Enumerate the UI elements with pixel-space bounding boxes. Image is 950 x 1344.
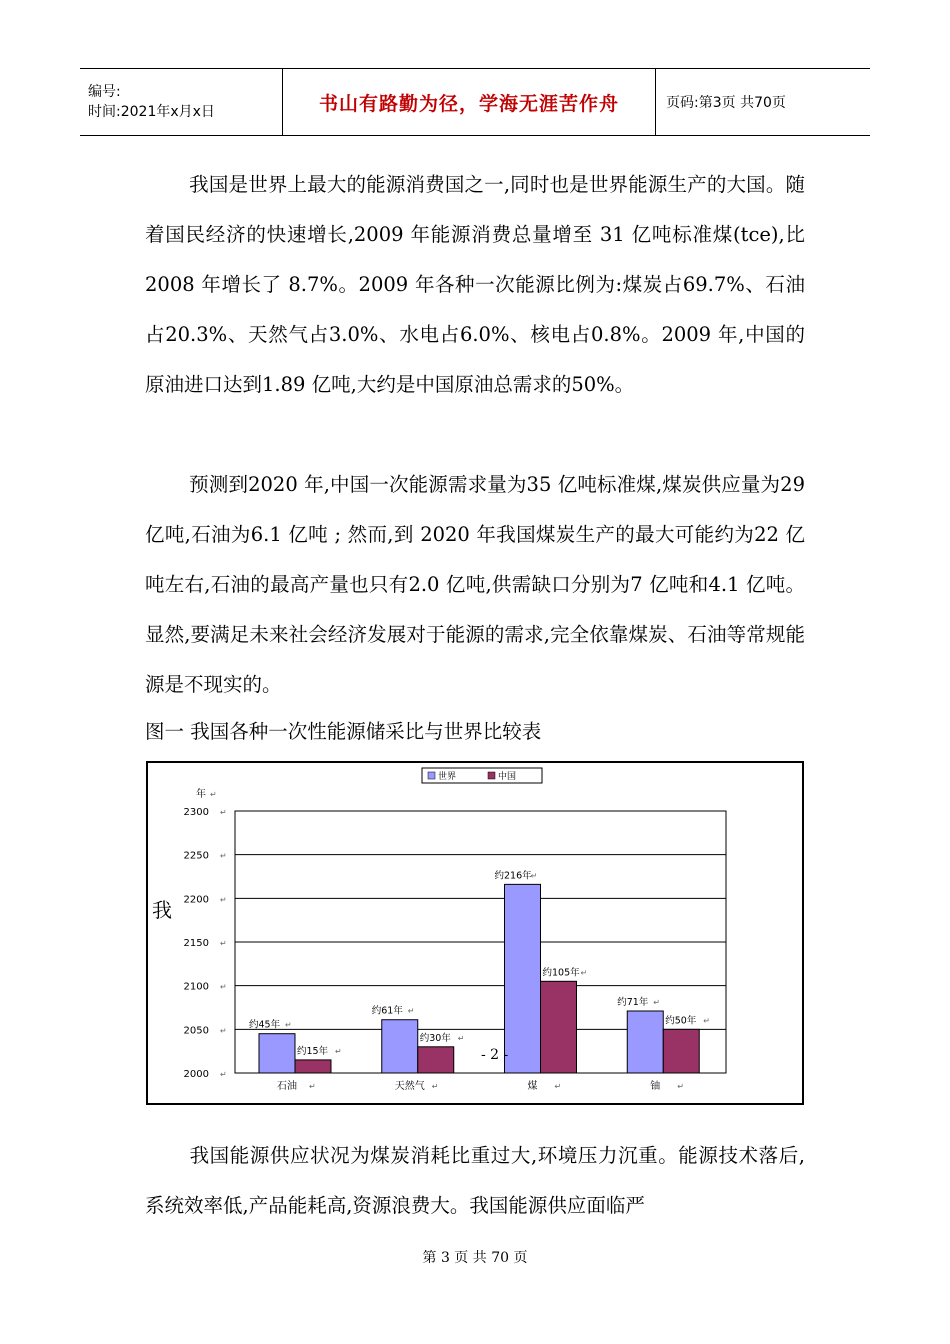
y-tick-label: 2000	[183, 1069, 209, 1080]
x-tick-label: 石油	[277, 1081, 297, 1092]
header-left-cell	[80, 69, 283, 135]
y-tick-mark: ↵	[220, 939, 227, 948]
data-label-mark: ↵	[285, 1020, 292, 1030]
legend-swatch	[428, 772, 435, 779]
x-tick-mark: ↵	[677, 1082, 684, 1091]
x-tick-mark: ↵	[554, 1082, 562, 1091]
legend-swatch	[488, 772, 495, 779]
y-tick-mark: ↵	[220, 1026, 227, 1036]
time-label: 时间:2021年x月x日	[88, 104, 215, 120]
y-axis-label-mark: ↵	[210, 790, 217, 799]
x-tick-mark: ↵	[309, 1082, 316, 1091]
data-label: 约50年	[665, 1015, 697, 1027]
data-label: 约45年	[249, 1019, 281, 1031]
data-label: 约61年	[371, 1005, 403, 1017]
y-tick-label: 2200	[183, 894, 209, 906]
paragraph-3	[145, 1131, 805, 1231]
data-label-mark: ↵	[407, 1006, 415, 1016]
figure-caption: 图一 我国各种一次性能源储采比与世界比较表	[145, 720, 542, 743]
y-tick-mark: ↵	[220, 808, 227, 817]
bar	[259, 1034, 295, 1073]
paragraph-1	[145, 160, 805, 410]
paragraph-2-text: 预测到2020 年,中国一次能源需求量为35 亿吨标准煤,煤炭供应量为29 亿吨,石油为6.1 亿吨 ; 然而,到 2020 年我国煤炭生产的最大可能约为22 亿吨左右,石油的最高产量也只有2.0 亿吨,供需缺口分别为7 亿吨和4.1 亿吨。显然,要满足未来社会经济发展对于能源的需求,完全依靠煤炭、石油等常规能源是不现实的。	[145, 473, 805, 696]
data-label: 约71年	[617, 996, 649, 1008]
side-character: 我	[152, 898, 172, 922]
x-tick-label: 天然气	[394, 1081, 425, 1092]
y-tick-label: 2050	[183, 1025, 209, 1037]
y-tick-mark: ↵	[220, 1070, 227, 1079]
y-tick-label: 2150	[183, 938, 209, 949]
bar	[663, 1029, 699, 1073]
data-label-mark: ↵	[457, 1033, 465, 1043]
bar-chart	[148, 763, 802, 1103]
number-label: 编号:	[88, 84, 121, 100]
data-label-mark: ↵	[703, 1016, 710, 1026]
paragraph-2	[145, 460, 805, 710]
header-middle-cell	[283, 69, 656, 135]
y-tick-label: 2100	[183, 981, 209, 993]
page-footer: 第 3 页 共 70 页	[422, 1250, 528, 1266]
y-axis-label: 年	[196, 789, 206, 800]
y-tick-label: 2300	[183, 807, 209, 818]
page-header	[80, 68, 870, 136]
y-tick-mark: ↵	[220, 851, 227, 861]
data-label: 约105年	[542, 967, 580, 979]
data-label: 约15年	[297, 1045, 329, 1057]
paragraph-3-text: 我国能源供应状况为煤炭消耗比重过大,环境压力沉重。能源技术落后,系统效率低,产品能耗高,资源浪费大。我国能源供应面临严	[145, 1144, 805, 1217]
bar	[382, 1020, 418, 1073]
bar	[295, 1060, 331, 1073]
x-tick-mark: ↵	[431, 1082, 439, 1091]
x-tick-label: 煤	[527, 1081, 538, 1092]
legend-label: 世界	[438, 772, 457, 782]
paragraph-1-text: 我国是世界上最大的能源消费国之一,同时也是世界能源生产的大国。随着国民经济的快速增长,2009 年能源消费总量增至 31 亿吨标准煤(tce),比 2008 年增长了 8.7%。2009 年各种一次能源比例为:煤炭占69.7%、石油占20.3%、天然气占3.0%、水电占6.0%、核电占0.8%。2009 年,中国的原油进口达到1.89 亿吨,大约是中国原油总需求的50%。	[145, 173, 805, 396]
data-label-mark: ↵	[530, 871, 538, 881]
data-label-mark: ↵	[653, 997, 660, 1007]
y-tick-mark: ↵	[220, 895, 227, 905]
x-tick-label: 铀	[650, 1081, 661, 1092]
bar	[418, 1047, 454, 1073]
page-info: 页码:第3页 共70页	[666, 95, 786, 111]
bar	[541, 981, 577, 1073]
y-tick-mark: ↵	[220, 982, 227, 992]
bar	[627, 1011, 663, 1073]
data-label-mark: ↵	[580, 968, 588, 978]
motto: 书山有路勤为径，学海无涯苦作舟	[318, 92, 619, 115]
data-label-mark: ↵	[335, 1046, 342, 1056]
page-marker: - 2 -	[481, 1047, 509, 1063]
data-label: 约216年	[494, 870, 532, 882]
chart-frame	[146, 761, 804, 1105]
header-right-cell	[656, 69, 870, 135]
legend-label: 中国	[498, 772, 517, 782]
bar	[505, 884, 541, 1073]
y-tick-label: 2250	[183, 850, 209, 862]
data-label: 约30年	[419, 1032, 451, 1044]
